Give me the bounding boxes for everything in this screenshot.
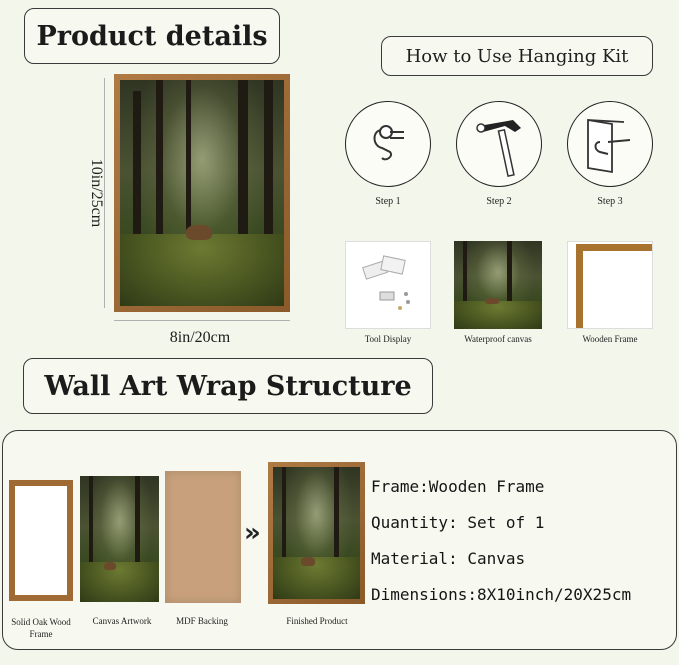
step-1-label: Step 1 bbox=[375, 196, 401, 207]
canvas-artwork-label: Canvas Artwork bbox=[92, 616, 152, 626]
spec-material: Material: Canvas bbox=[371, 549, 526, 568]
step-2-circle bbox=[456, 101, 542, 187]
spec-dimensions: Dimensions:8X10inch/20X25cm bbox=[371, 585, 632, 604]
step-3-label: Step 3 bbox=[597, 196, 623, 207]
structure-heading-box bbox=[23, 358, 433, 414]
mdf-backing-label: MDF Backing bbox=[176, 616, 228, 626]
arrow-icon: » bbox=[244, 518, 261, 548]
forest-deer-painting bbox=[120, 80, 284, 306]
waterproof-canvas-thumbnail bbox=[454, 241, 542, 329]
wooden-frame-thumbnail bbox=[567, 241, 653, 329]
main-framed-painting bbox=[114, 74, 290, 312]
structure-title: Wall Art Wrap Structure bbox=[44, 370, 412, 402]
product-specs bbox=[371, 469, 631, 613]
hanging-kit-heading-box bbox=[381, 36, 653, 76]
oak-frame-image bbox=[9, 480, 73, 601]
waterproof-canvas-label: Waterproof canvas bbox=[464, 334, 532, 344]
width-label: 8in/20cm bbox=[169, 329, 231, 346]
step-2-label: Step 2 bbox=[486, 196, 512, 207]
spec-frame: Frame:Wooden Frame bbox=[371, 477, 545, 496]
deer-figure bbox=[186, 225, 212, 241]
finished-product-label: Finished Product bbox=[286, 616, 348, 626]
product-details-title: Product details bbox=[36, 20, 268, 52]
product-details-heading-box bbox=[24, 8, 280, 64]
spec-quantity: Quantity: Set of 1 bbox=[371, 513, 545, 532]
height-label: 10in/25cm bbox=[88, 158, 105, 228]
wooden-frame-label: Wooden Frame bbox=[582, 334, 638, 344]
tool-display-thumbnail bbox=[345, 241, 431, 329]
step-3-circle bbox=[567, 101, 653, 187]
hanging-kit-title: How to Use Hanging Kit bbox=[405, 45, 629, 67]
canvas-artwork-image bbox=[80, 476, 159, 602]
mdf-backing-image bbox=[165, 471, 241, 603]
hammer-icon bbox=[457, 102, 543, 188]
hook-nail-icon bbox=[346, 102, 432, 188]
wall-hook-icon bbox=[568, 102, 654, 188]
width-guide-line bbox=[114, 320, 290, 321]
step-1-circle bbox=[345, 101, 431, 187]
finished-product-image bbox=[268, 462, 365, 604]
tool-display-label: Tool Display bbox=[364, 334, 412, 344]
oak-frame-label: Solid Oak Wood Frame bbox=[11, 617, 71, 639]
